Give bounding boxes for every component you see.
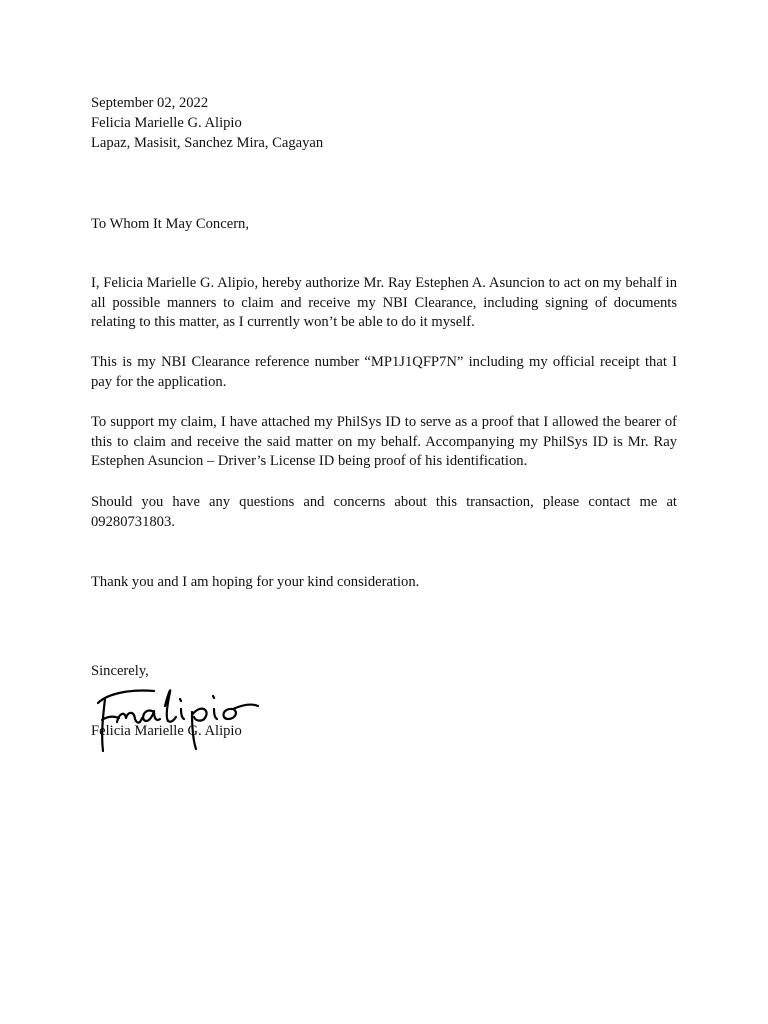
reference-paragraph: This is my NBI Clearance reference number “MP1J1QFP7N” including my official receipt that I pay for the application. (91, 354, 677, 390)
closing-line: Sincerely, (91, 663, 149, 679)
sender-name: Felicia Marielle G. Alipio (91, 115, 242, 131)
letter-date: September 02, 2022 (91, 95, 209, 111)
authorization-paragraph: I, Felicia Marielle G. Alipio, hereby authorize Mr. Ray Estephen A. Asuncion to act on my behalf in all possible manners to claim and receive my NBI Clearance, including signing of documents relating to this matter, as I currently won’t be able to do it myself. (91, 275, 677, 330)
contact-paragraph: Should you have any questions and concerns about this transaction, please contact me at 09280731803. (91, 494, 677, 530)
support-paragraph: To support my claim, I have attached my PhilSys ID to serve as a proof that I allowed the bearer of this to claim and receive the said matter on my behalf. Accompanying my PhilSys ID is Mr. Ray Estephen Asuncion – Driver’s License ID being proof of his identification. (91, 414, 677, 469)
handwritten-signature (92, 682, 264, 754)
salutation: To Whom It May Concern, (91, 216, 249, 232)
thanks-line: Thank you and I am hoping for your kind consideration. (91, 574, 420, 590)
sender-address: Lapaz, Masisit, Sanchez Mira, Cagayan (91, 135, 324, 151)
signatory-name: Felicia Marielle G. Alipio (91, 723, 242, 739)
